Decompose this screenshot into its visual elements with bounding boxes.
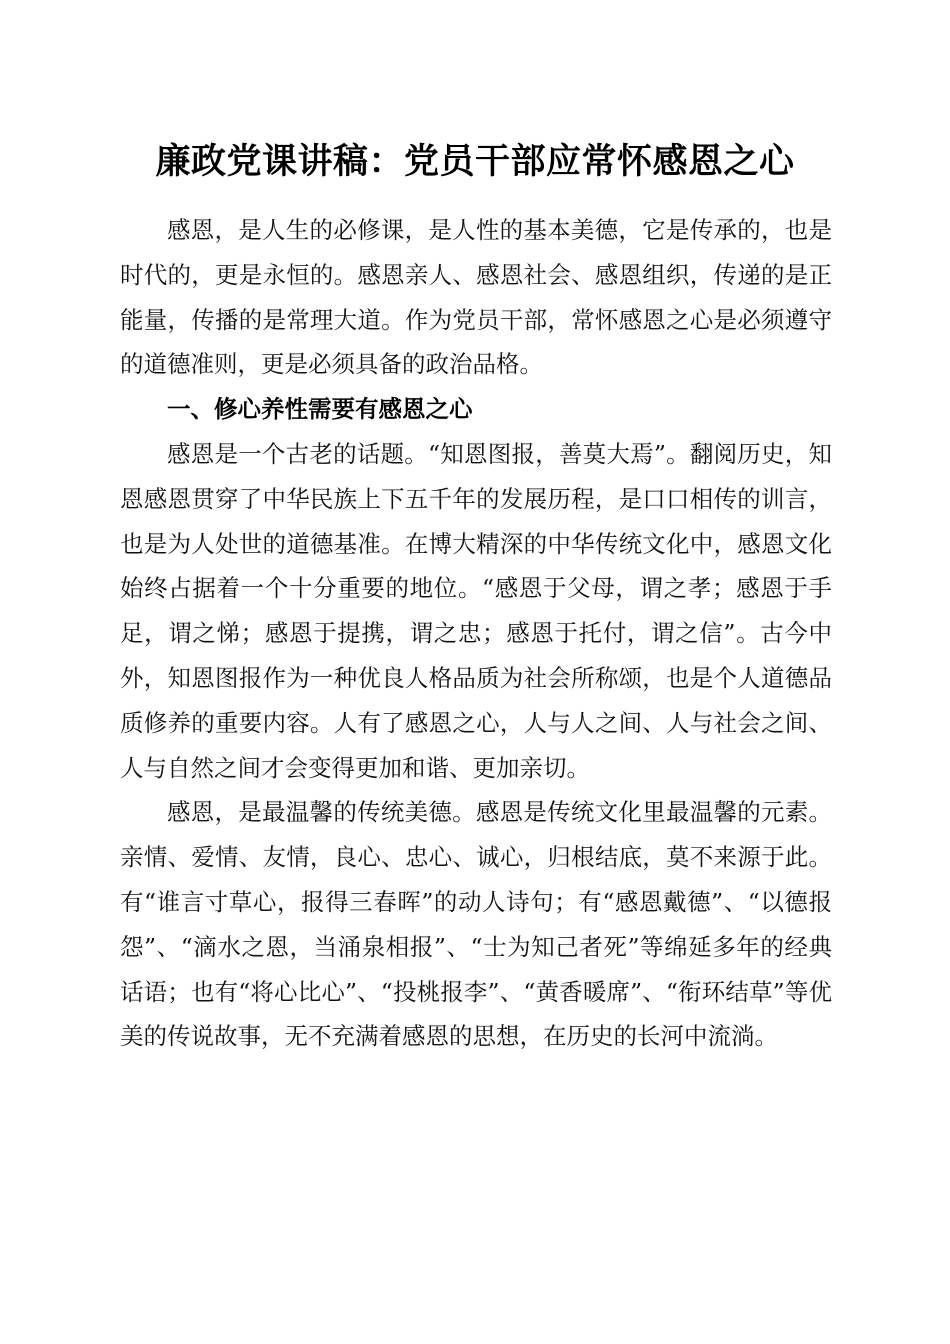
document-body [120, 208, 832, 1059]
document-title: 廉政党课讲稿：党员干部应常怀感恩之心 [155, 141, 795, 182]
section-heading-1: 一、修心养性需要有感恩之心 [167, 395, 473, 424]
intro-paragraph: 感恩，是人生的必修课，是人性的基本美德，它是传承的，也是时代的，更是永恒的。感恩亲人、感恩社会、感恩组织，传递的是正能量，传播的是常理大道。作为党员干部，常怀感恩之心是必须遵守的道德准则，更是必须具备的政治品格。 [120, 216, 832, 379]
body-paragraph-2: 感恩是一个古老的话题。“知恩图报，善莫大焉”。翻阅历史，知恩感恩贯穿了中华民族上下五千年的发展历程，是口口相传的训言，也是为人处世的道德基准。在博大精深的中华传统文化中，感恩文化始终占据着一个十分重要的地位。“感恩于父母，谓之孝；感恩于手足，谓之悌；感恩于提携，谓之忠；感恩于托付，谓之信”。古今中外，知恩图报作为一种优良人格品质为社会所称颂，也是个人道德品质修养的重要内容。人有了感恩之心，人与人之间、人与社会之间、人与自然之间才会变得更加和谐、更加亲切。 [120, 439, 832, 782]
body-paragraph-3: 感恩，是最温馨的传统美德。感恩是传统文化里最温馨的元素。亲情、爱情、友情，良心、忠心、诚心，归根结底，莫不来源于此。有“谁言寸草心，报得三春晖”的动人诗句；有“感恩戴德”、“以德报怨”、“滴水之恩，当涌泉相报”、“士为知己者死”等绵延多年的经典话语；也有“将心比心”、“投桃报李”、“黄香暖席”、“衔环结草”等优美的传说故事，无不充满着感恩的思想，在历史的长河中流淌。 [120, 798, 832, 1051]
